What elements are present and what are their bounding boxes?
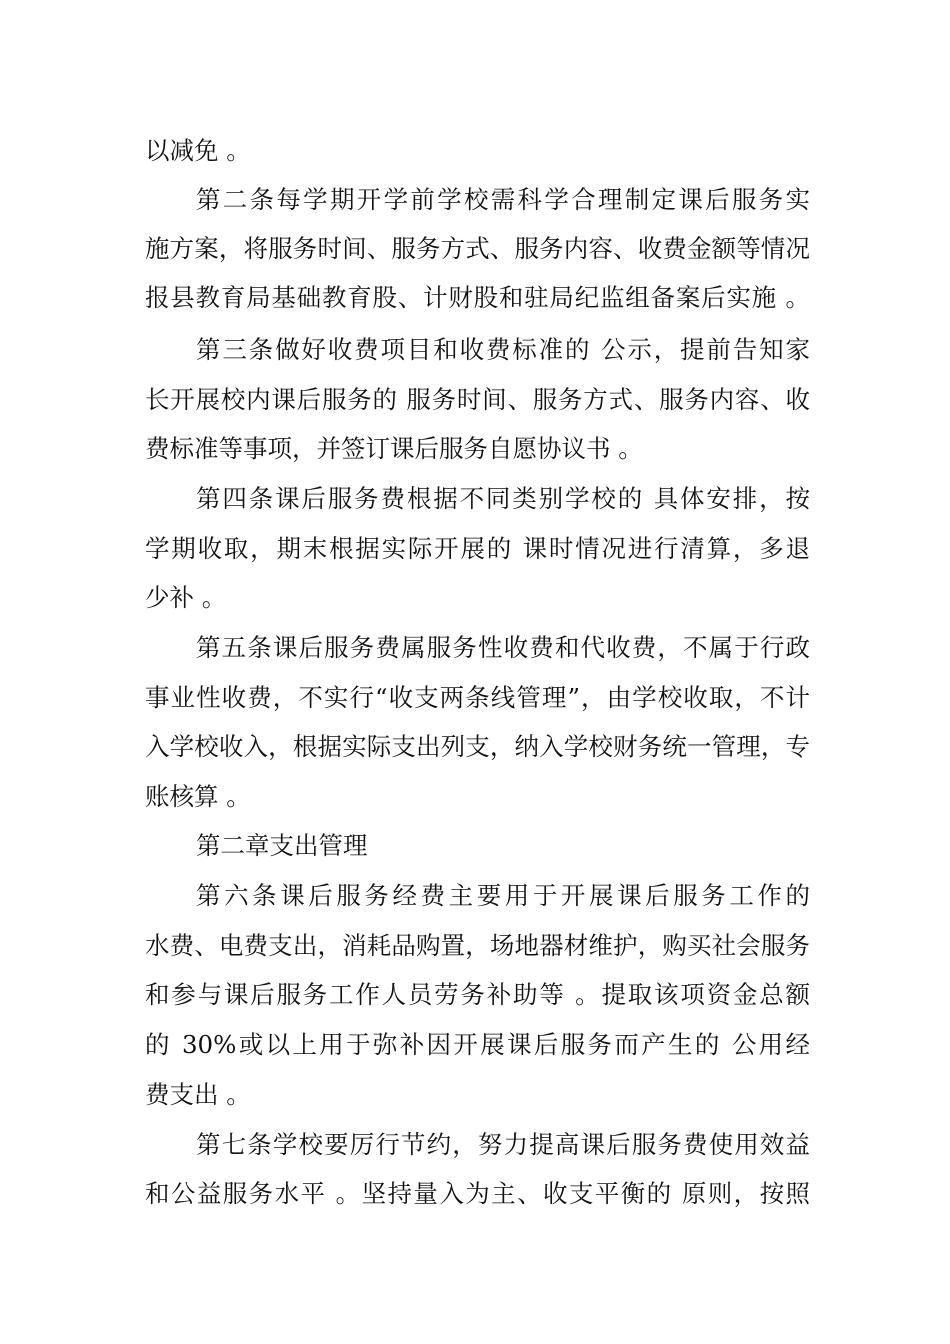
text-line-7: 费标准等事项，并签订课后服务自愿协议书 。 [145, 434, 643, 463]
text-line-20: 费支出 。 [145, 1080, 251, 1109]
text-line-2: 第二条每学期开学前学校需科学合理制定课后服务实 [196, 185, 810, 214]
text-line-21: 第七条学校要厉行节约，努力提高课后服务费使用效益 [196, 1130, 810, 1159]
text-line-14: 账核算 。 [145, 782, 251, 811]
text-line-13: 入学校收入，根据实际支出列支，纳入学校财务统一管理，专 [145, 732, 810, 761]
text-line-17: 水费、电费支出，消耗品购置，场地器材维护，购买社会服务 [145, 931, 810, 960]
text-line-3: 施方案，将服务时间、服务方式、服务内容、收费金额等情况 [145, 234, 810, 263]
chapter-heading: 第二章支出管理 [196, 831, 368, 860]
text-line-11: 第五条课后服务费属服务性收费和代收费，不属于行政 [196, 633, 810, 662]
text-line-8: 第四条课后服务费根据不同类别学校的 具体安排，按 [196, 484, 810, 513]
text-line-10: 少补 。 [145, 583, 227, 612]
text-line-5: 第三条做好收费项目和收费标准的 公示，提前告知家 [196, 335, 810, 364]
text-line-18: 和参与课后服务工作人员劳务补助等 。提取该项资金总额 [145, 980, 810, 1009]
text-line-19: 的 30%或以上用于弥补因开展课后服务而产生的 公用经 [145, 1030, 810, 1059]
text-line-12: 事业性收费，不实行“收支两条线管理”，由学校收取，不计 [145, 683, 810, 712]
text-line-1: 以减免 。 [145, 136, 251, 165]
text-line-6: 长开展校内课后服务的 服务时间、服务方式、服务内容、收 [145, 385, 810, 414]
text-line-16: 第六条课后服务经费主要用于开展课后服务工作的 [196, 881, 810, 910]
text-line-22: 和公益服务水平 。坚持量入为主、收支平衡的 原则，按照 [145, 1179, 810, 1208]
text-line-9: 学期收取，期末根据实际开展的 课时情况进行清算，多退 [145, 534, 810, 563]
text-line-4: 报县教育局基础教育股、计财股和驻局纪监组备案后实施 。 [145, 283, 810, 312]
